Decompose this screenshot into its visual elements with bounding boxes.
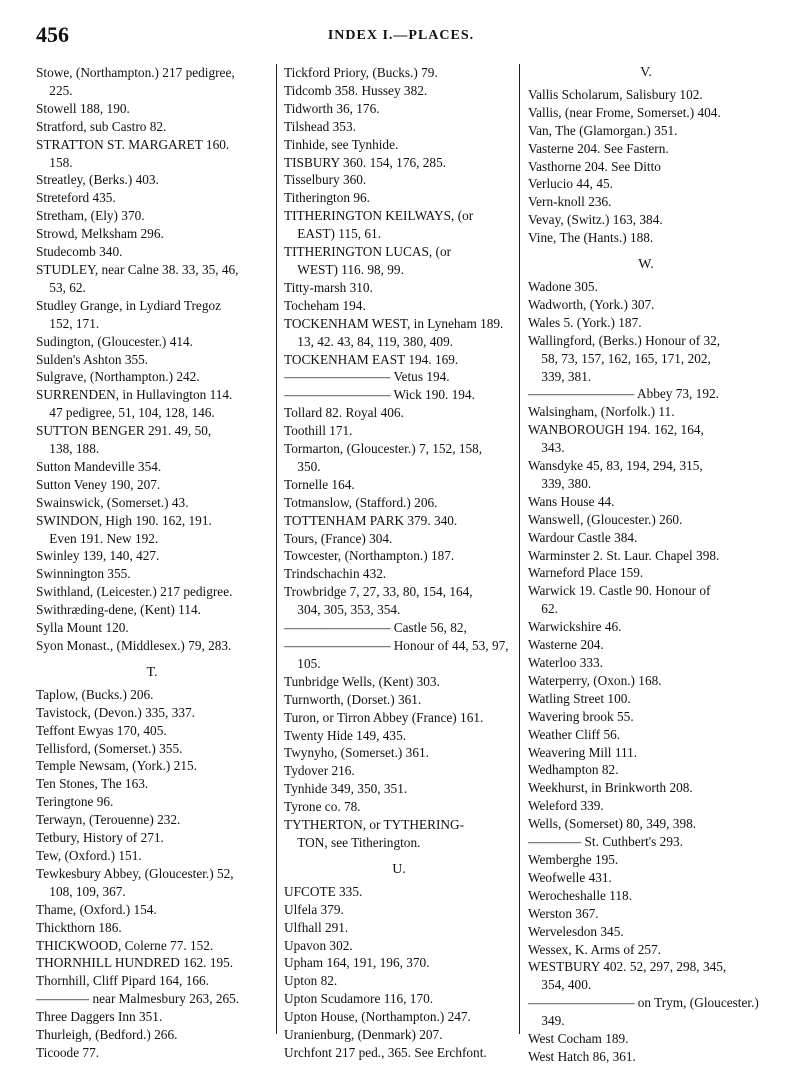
index-entry: Swinley 139, 140, 427. — [36, 548, 160, 564]
index-entry: Ulfela 379. — [284, 901, 344, 917]
index-entry: Upton Scudamore 116, 170. — [284, 991, 434, 1007]
index-entry: 354, 400. — [528, 977, 592, 993]
index-entry: Swainswick, (Somerset.) 43. — [36, 494, 189, 510]
index-entry: Studley Grange, in Lydiard Tregoz — [36, 297, 222, 313]
index-entry: Stowe, (Northampton.) 217 pedigree, — [36, 65, 235, 80]
index-entry: Titty-marsh 310. — [284, 279, 373, 295]
index-entry: Vern-knoll 236. — [528, 194, 612, 210]
index-entry: THORNHILL HUNDRED 162. 195. — [36, 955, 234, 971]
index-entry: ———————— Honour of 44, 53, 97, — [284, 638, 509, 653]
index-entry: Sulden's Ashton 355. — [36, 351, 149, 367]
running-head: INDEX I.—PLACES. — [327, 28, 475, 43]
index-entry: Even 191. New 192. — [36, 530, 159, 546]
index-column-2 — [284, 64, 514, 1062]
index-entry: SURRENDEN, in Hullavington 114. — [36, 387, 233, 403]
index-entry: Swithræding-dene, (Kent) 114. — [36, 602, 201, 618]
index-entry: ———— near Malmesbury 263, 265. — [36, 991, 240, 1007]
section-letter-heading: V. — [640, 65, 652, 80]
section-letter-heading: T. — [146, 664, 158, 680]
index-entry: Tidcomb 358. Hussey 382. — [284, 82, 428, 98]
index-entry: TITHERINGTON KEILWAYS, (or — [284, 208, 474, 224]
index-entry: ———————— Vetus 194. — [284, 369, 450, 385]
index-entry: Waterperry, (Oxon.) 168. — [528, 672, 662, 688]
index-entry: Tavistock, (Devon.) 335, 337. — [36, 704, 195, 720]
index-entry: Wavering brook 55. — [528, 708, 634, 724]
index-entry: Titherington 96. — [284, 190, 370, 206]
index-entry: Walsingham, (Norfolk.) 11. — [528, 404, 675, 420]
index-entry: Warneford Place 159. — [528, 565, 644, 581]
index-entry: Sudington, (Gloucester.) 414. — [36, 333, 193, 349]
index-entry: 58, 73, 157, 162, 165, 171, 202, — [528, 350, 711, 366]
index-entry: WEST) 116. 98, 99. — [284, 261, 404, 277]
index-entry: Wedhampton 82. — [528, 762, 619, 778]
index-entry: Strowd, Melksham 296. — [36, 226, 164, 242]
index-entry: SUTTON BENGER 291. 49, 50, — [36, 423, 212, 439]
index-entry: Stowell 188, 190. — [36, 100, 130, 116]
index-entry: Tewkesbury Abbey, (Gloucester.) 52, — [36, 865, 234, 881]
index-entry: TOTTENHAM PARK 379. 340. — [284, 512, 458, 528]
index-entry: Tyrone co. 78. — [284, 799, 361, 815]
index-entry: Tilshead 353. — [284, 118, 356, 134]
index-entry: Vasterne 204. See Fastern. — [528, 140, 669, 156]
index-entry: Swinnington 355. — [36, 566, 131, 582]
index-entry: Tocheham 194. — [284, 297, 366, 313]
index-entry: Twenty Hide 149, 435. — [284, 727, 407, 743]
index-entry: 152, 171. — [36, 315, 100, 331]
index-entry: Weather Cliff 56. — [528, 726, 621, 742]
column-rule — [519, 64, 520, 1034]
index-entry: TON, see Titherington. — [284, 834, 421, 850]
index-entry: Turnworth, (Dorset.) 361. — [284, 691, 422, 707]
index-entry: Weekhurst, in Brinkworth 208. — [528, 780, 693, 796]
index-entry: Stretham, (Ely) 370. — [36, 208, 145, 224]
index-entry: 13, 42. 43, 84, 119, 380, 409. — [284, 333, 454, 349]
index-entry: Streatley, (Berks.) 403. — [36, 172, 159, 188]
index-entry: Wasterne 204. — [528, 637, 604, 653]
index-entry: STUDLEY, near Calne 38. 33, 35, 46, — [36, 261, 239, 277]
section-letter-heading: W. — [638, 257, 654, 273]
index-entry: Waterloo 333. — [528, 655, 603, 670]
index-entry: Upton House, (Northampton.) 247. — [284, 1009, 471, 1025]
index-entry: Sutton Veney 190, 207. — [36, 476, 161, 492]
index-entry: Tinhide, see Tynhide. — [284, 136, 399, 152]
index-entry: Stratford, sub Castro 82. — [36, 118, 167, 134]
index-entry: Vallis Scholarum, Salisbury 102. — [528, 86, 703, 102]
index-entry: Ulfhall 291. — [284, 919, 349, 935]
index-entry: Upham 164, 191, 196, 370. — [284, 955, 430, 971]
index-entry: Three Daggers Inn 351. — [36, 1009, 163, 1025]
index-entry: Tours, (France) 304. — [284, 530, 393, 546]
page-header — [36, 22, 766, 52]
index-entry: ———————— on Trym, (Gloucester.) — [528, 995, 759, 1011]
index-entry: Wansdyke 45, 83, 194, 294, 315, — [528, 458, 703, 474]
index-entry: Tynhide 349, 350, 351. — [284, 781, 408, 797]
index-entry: Wans House 44. — [528, 493, 615, 509]
index-entry: Tetbury, History of 271. — [36, 830, 164, 846]
index-entry: UFCOTE 335. — [284, 883, 363, 899]
index-entry: 343. — [528, 440, 565, 456]
index-entry: ———— St. Cuthbert's 293. — [528, 834, 683, 850]
index-entry: SWINDON, High 190. 162, 191. — [36, 512, 212, 528]
index-entry: Wadworth, (York.) 307. — [528, 296, 655, 312]
index-entry: TOCKENHAM WEST, in Lyneham 189. — [284, 315, 504, 331]
index-entry: West Hatch 86, 361. — [528, 1048, 636, 1064]
index-entry: Upavon 302. — [284, 937, 353, 953]
index-entry: 47 pedigree, 51, 104, 128, 146. — [36, 405, 215, 421]
index-entry: Totmanslow, (Stafford.) 206. — [284, 494, 438, 510]
index-entry: Tydover 216. — [284, 763, 355, 779]
index-entry: West Cocham 189. — [528, 1031, 629, 1047]
index-entry: Temple Newsam, (York.) 215. — [36, 758, 197, 774]
index-entry: Thame, (Oxford.) 154. — [36, 901, 157, 917]
index-entry: Wallingford, (Berks.) Honour of 32, — [528, 332, 721, 348]
index-entry: Upton 82. — [284, 973, 338, 989]
index-entry: Tew, (Oxford.) 151. — [36, 847, 142, 863]
index-entry: Watling Street 100. — [528, 690, 631, 706]
index-entry: Werocheshalle 118. — [528, 887, 633, 903]
index-entry: Studecomb 340. — [36, 244, 123, 260]
index-entry: Swithland, (Leicester.) 217 pedigree. — [36, 584, 233, 600]
index-entry: TOCKENHAM EAST 194. 169. — [284, 351, 459, 367]
index-entry: 350. — [284, 458, 321, 474]
index-entry: Verlucio 44, 45. — [528, 176, 613, 192]
index-entry: Warwick 19. Castle 90. Honour of — [528, 583, 711, 599]
index-entry: Wadone 305. — [528, 278, 598, 294]
index-entry: Teffont Ewyas 170, 405. — [36, 722, 167, 738]
index-entry: 225. — [36, 82, 73, 98]
section-letter-heading: U. — [392, 861, 406, 877]
index-entry: Wells, (Somerset) 80, 349, 398. — [528, 816, 697, 832]
index-entry: Tidworth 36, 176. — [284, 100, 380, 116]
index-entry: WANBOROUGH 194. 162, 164, — [528, 422, 704, 438]
index-entry: Vasthorne 204. See Ditto — [528, 158, 661, 174]
index-entry: 108, 109, 367. — [36, 883, 126, 899]
index-entry: Tellisford, (Somerset.) 355. — [36, 740, 183, 756]
index-entry: ———————— Wick 190. 194. — [284, 387, 475, 403]
index-entry: Towcester, (Northampton.) 187. — [284, 548, 455, 564]
index-entry: Wardour Castle 384. — [528, 529, 638, 545]
index-entry: Thurleigh, (Bedford.) 266. — [36, 1027, 178, 1043]
index-entry: Vevay, (Switz.) 163, 384. — [528, 212, 663, 228]
index-entry: Terwayn, (Terouenne) 232. — [36, 812, 181, 828]
index-entry: Wessex, K. Arms of 257. — [528, 941, 661, 957]
index-entry: 339, 380. — [528, 475, 592, 491]
index-entry: WESTBURY 402. 52, 297, 298, 345, — [528, 959, 727, 975]
index-entry: Twynyho, (Somerset.) 361. — [284, 745, 429, 761]
index-entry: Vine, The (Hants.) 188. — [528, 230, 654, 246]
index-entry: Turon, or Tirron Abbey (France) 161. — [284, 709, 484, 725]
index-entry: 138, 188. — [36, 441, 100, 457]
index-entry: Sutton Mandeville 354. — [36, 458, 162, 474]
index-entry: Thickthorn 186. — [36, 919, 122, 935]
index-entry: Vallis, (near Frome, Somerset.) 404. — [528, 104, 721, 120]
index-entry: Teringtone 96. — [36, 794, 114, 810]
index-entry: 53, 62. — [36, 279, 86, 295]
index-entry: Weofwelle 431. — [528, 869, 612, 885]
index-entry: 339, 381. — [528, 368, 592, 384]
index-column-3 — [528, 64, 764, 1066]
index-entry: Werston 367. — [528, 905, 599, 921]
index-entry: Warminster 2. St. Laur. Chapel 398. — [528, 547, 720, 563]
index-entry: Syon Monast., (Middlesex.) 79, 283. — [36, 638, 232, 653]
index-entry: Trowbridge 7, 27, 33, 80, 154, 164, — [284, 584, 473, 600]
column-rule — [276, 64, 277, 1034]
index-entry: 105. — [284, 655, 321, 671]
page-number: 456 — [36, 22, 69, 47]
index-entry: 349. — [528, 1013, 565, 1029]
index-entry: Tollard 82. Royal 406. — [284, 405, 404, 421]
index-entry: Urchfont 217 ped., 365. See Erchfont. — [284, 1044, 487, 1060]
index-entry: Uranienburg, (Denmark) 207. — [284, 1027, 443, 1043]
index-entry: EAST) 115, 61. — [284, 226, 382, 242]
index-entry: Wemberghe 195. — [528, 851, 619, 867]
index-entry: TISBURY 360. 154, 176, 285. — [284, 154, 447, 170]
index-entry: TITHERINGTON LUCAS, (or — [284, 244, 452, 260]
index-entry: ———————— Abbey 73, 192. — [528, 386, 719, 402]
index-entry: THICKWOOD, Colerne 77. 152. — [36, 937, 214, 953]
index-entry: Tormarton, (Gloucester.) 7, 152, 158, — [284, 441, 483, 457]
index-entry: Ticoode 77. — [36, 1044, 100, 1060]
index-entry: Weavering Mill 111. — [528, 744, 638, 760]
index-entry: Sylla Mount 120. — [36, 620, 129, 636]
index-entry: Taplow, (Bucks.) 206. — [36, 686, 154, 702]
index-entry: Streteford 435. — [36, 190, 116, 206]
index-entry: 158. — [36, 154, 73, 170]
index-entry: Tickford Priory, (Bucks.) 79. — [284, 65, 438, 80]
index-column-1 — [36, 64, 268, 1062]
index-entry: Sulgrave, (Northampton.) 242. — [36, 369, 200, 385]
index-entry: Trindschachin 432. — [284, 566, 387, 582]
index-entry: 62. — [528, 601, 558, 617]
index-entry: ———————— Castle 56, 82, — [284, 620, 467, 636]
index-entry: Toothill 171. — [284, 423, 353, 439]
index-entry: Van, The (Glamorgan.) 351. — [528, 122, 678, 138]
index-entry: 304, 305, 353, 354. — [284, 602, 401, 618]
index-entry: Wervelesdon 345. — [528, 923, 624, 939]
index-entry: STRATTON ST. MARGARET 160. — [36, 136, 230, 152]
index-entry: Tisselbury 360. — [284, 172, 367, 188]
index-entry: Tornelle 164. — [284, 476, 355, 492]
index-entry: Thornhill, Cliff Pipard 164, 166. — [36, 973, 209, 989]
index-entry: Warwickshire 46. — [528, 619, 622, 635]
index-entry: Weleford 339. — [528, 798, 604, 814]
index-entry: Ten Stones, The 163. — [36, 776, 149, 792]
index-entry: TYTHERTON, or TYTHERING- — [284, 817, 465, 833]
index-entry: Wanswell, (Gloucester.) 260. — [528, 511, 683, 527]
index-entry: Tunbridge Wells, (Kent) 303. — [284, 673, 440, 689]
index-entry: Wales 5. (York.) 187. — [528, 314, 642, 330]
